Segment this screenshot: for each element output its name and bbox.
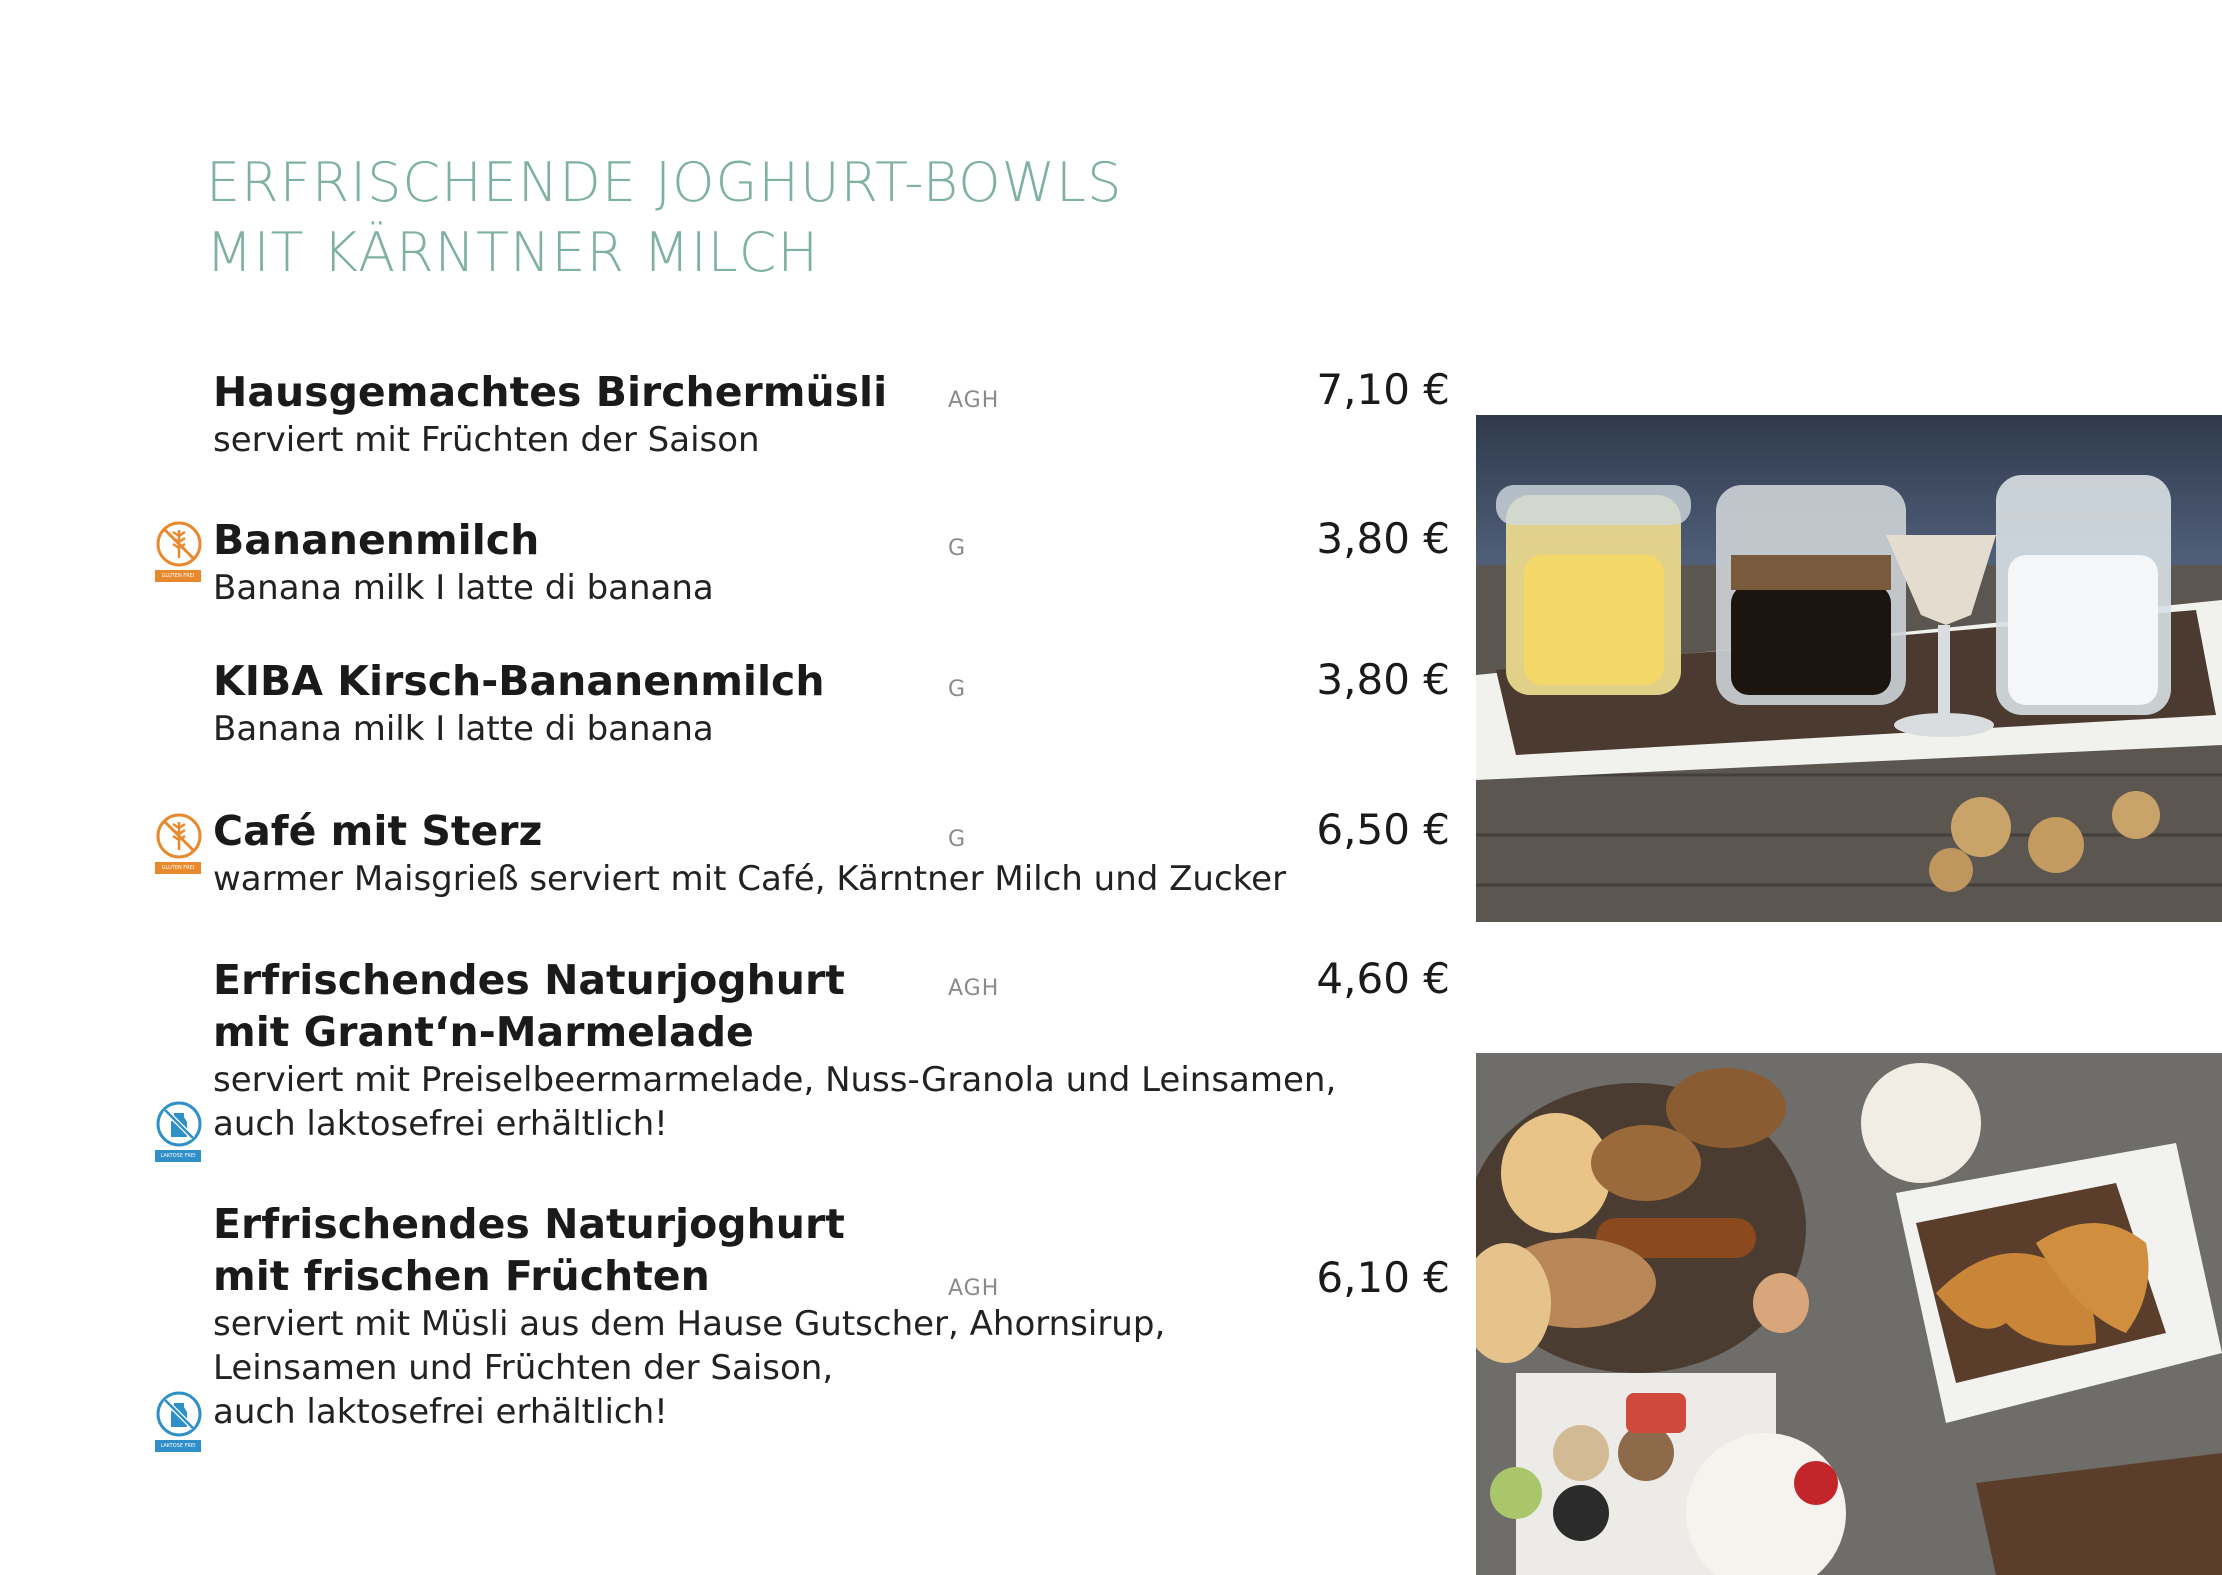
item-price: 3,80 € — [1316, 655, 1450, 704]
item-price: 7,10 € — [1316, 365, 1450, 414]
breakfast-photo-illustration — [1476, 1053, 2222, 1575]
lactose-free-label: LAKTOSE FREI — [155, 1440, 201, 1452]
wheat-crossed-icon — [155, 812, 203, 860]
heading-line-1: ERFRISCHENDE JOGHURT-BOWLS — [206, 151, 1123, 214]
menu-item — [213, 514, 1453, 610]
item-name-line-2: mit frischen Früchten — [213, 1252, 710, 1300]
item-description: Banana milk I latte di banana — [213, 568, 714, 608]
gluten-free-label: GLUTEN FREI — [155, 862, 201, 874]
breakfast-photo — [1476, 1053, 2222, 1575]
lactose-free-label: LAKTOSE FREI — [155, 1150, 201, 1162]
item-name: Bananenmilch — [213, 516, 540, 564]
allergen-codes: AGH — [948, 388, 1000, 413]
allergen-codes: AGH — [948, 1276, 1000, 1301]
item-description: serviert mit Preiselbeermarmelade, Nuss-Granola und Leinsamen, — [213, 1060, 1337, 1100]
item-price: 4,60 € — [1316, 954, 1450, 1003]
item-name: Hausgemachtes Birchermüsli — [213, 368, 888, 416]
milk-crossed-icon — [155, 1390, 203, 1438]
allergen-codes: G — [948, 677, 967, 702]
item-price: 6,10 € — [1316, 1253, 1450, 1302]
drinks-photo-illustration — [1476, 415, 2222, 922]
item-description-line-2: auch laktosefrei erhältlich! — [213, 1104, 668, 1144]
item-name: Erfrischendes Naturjoghurt — [213, 956, 845, 1004]
heading-line-2: MIT KÄRNTNER MILCH — [206, 221, 820, 284]
item-description: serviert mit Müsli aus dem Hause Gutscher, Ahornsirup, — [213, 1304, 1166, 1344]
drinks-photo — [1476, 415, 2222, 922]
menu-item — [213, 366, 1453, 462]
gluten-free-badge — [155, 812, 203, 874]
item-price: 3,80 € — [1316, 514, 1450, 563]
lactose-free-badge — [155, 1100, 203, 1162]
gluten-free-badge — [155, 520, 203, 582]
menu-item — [213, 954, 1453, 1146]
menu-item — [213, 1198, 1453, 1434]
menu-heading — [206, 148, 1122, 288]
allergen-codes: G — [948, 827, 967, 852]
item-description-line-3: auch laktosefrei erhältlich! — [213, 1392, 668, 1432]
item-name: Café mit Sterz — [213, 807, 543, 855]
allergen-codes: AGH — [948, 976, 1000, 1001]
item-description: Banana milk I latte di banana — [213, 709, 714, 749]
milk-crossed-icon — [155, 1100, 203, 1148]
item-description: serviert mit Früchten der Saison — [213, 420, 760, 460]
item-price: 6,50 € — [1316, 805, 1450, 854]
item-description: warmer Maisgrieß serviert mit Café, Kärntner Milch und Zucker — [213, 859, 1287, 899]
item-name-line-2: mit Grant‘n-Marmelade — [213, 1008, 754, 1056]
item-name: KIBA Kirsch-Bananenmilch — [213, 657, 825, 705]
menu-item — [213, 805, 1453, 901]
lactose-free-badge — [155, 1390, 203, 1452]
allergen-codes: G — [948, 536, 967, 561]
menu-item — [213, 655, 1453, 751]
gluten-free-label: GLUTEN FREI — [155, 570, 201, 582]
item-name: Erfrischendes Naturjoghurt — [213, 1200, 845, 1248]
item-description-line-2: Leinsamen und Früchten der Saison, — [213, 1348, 834, 1388]
wheat-crossed-icon — [155, 520, 203, 568]
